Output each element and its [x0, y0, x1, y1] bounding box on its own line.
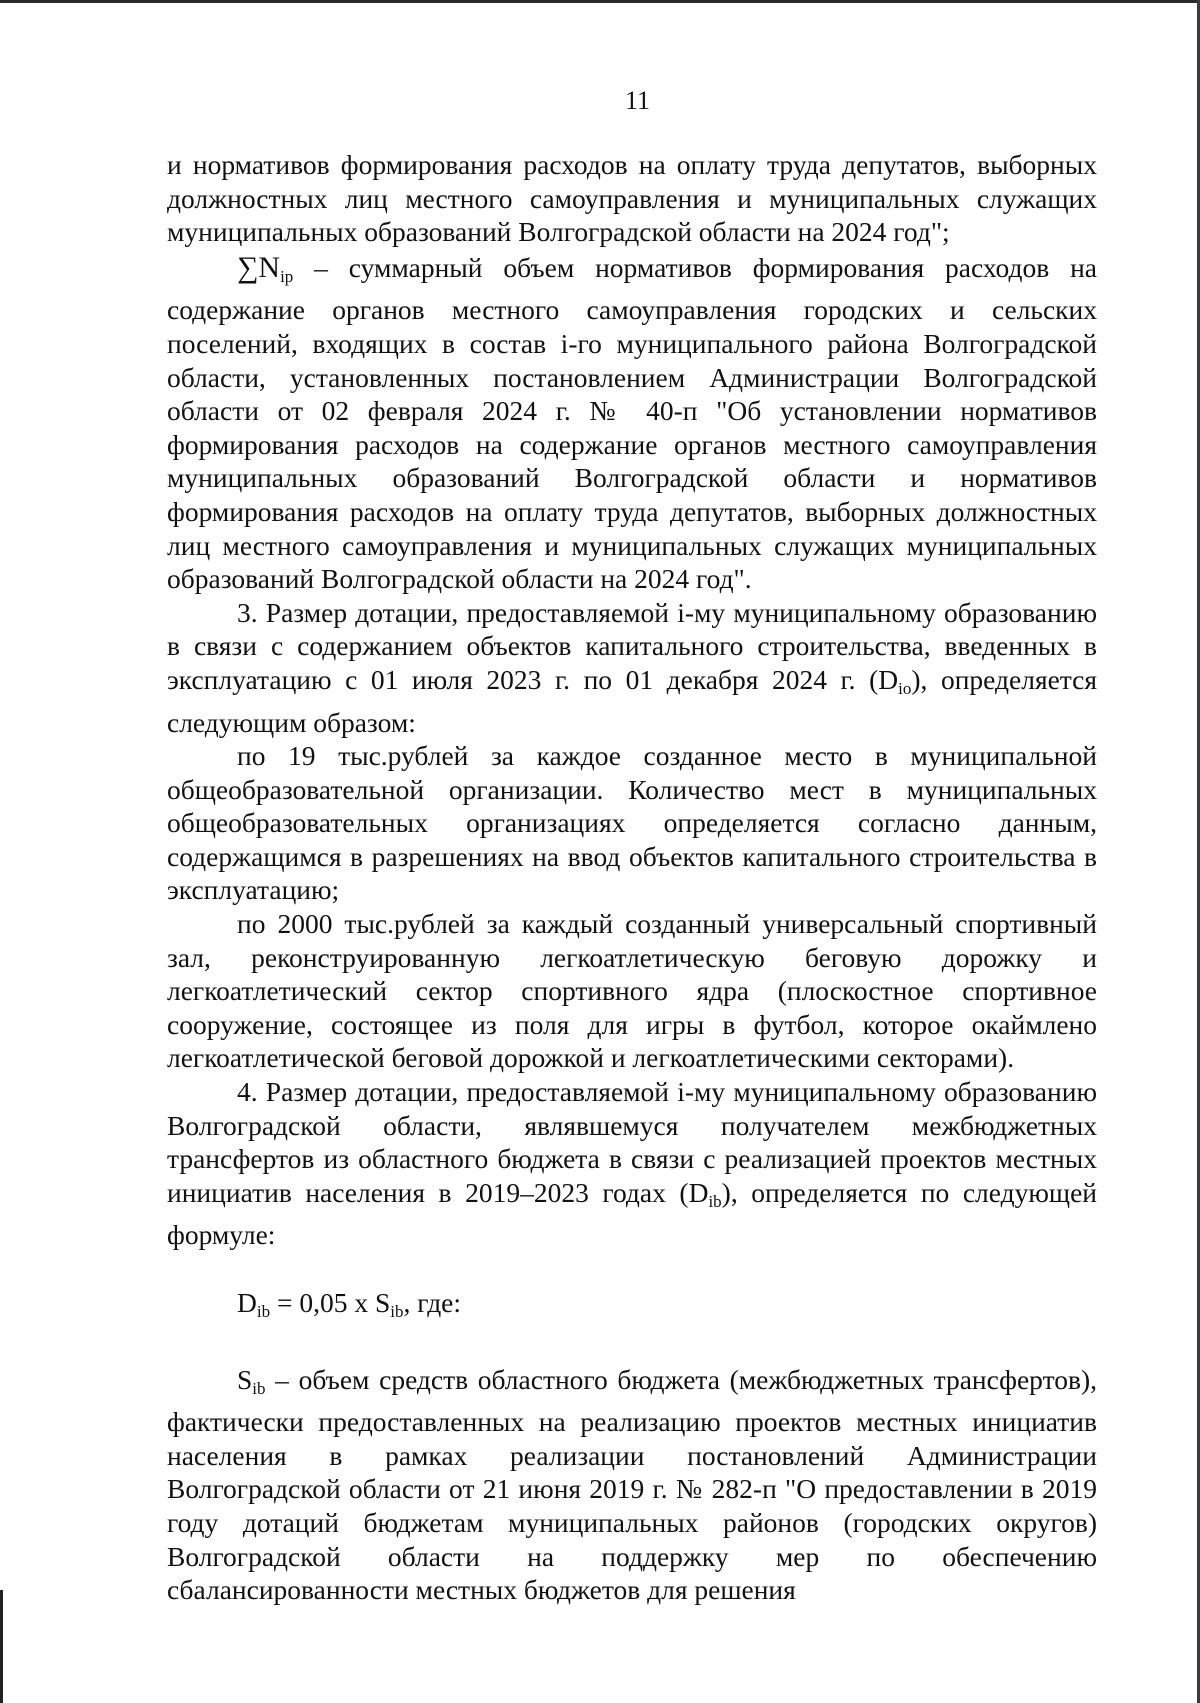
paragraph-school-places: по 19 тыс.рублей за каждое созданное место в муниципальной общеобразовательной организации. Количество мест в муниципальных общеобразовательных организациях определяется согласно данным, содержащимся в разрешениях на ввод объектов капитального строительства в эксплуатацию; [167, 740, 1097, 906]
sib-symbol: S [237, 1363, 253, 1395]
sum-definition-text: – суммарный объем нормативов формирования расходов на содержание органов местного самоуправления городских и сельских поселений, входящих в состав i-го муниципального района Волгоградской области, установленных постановлением Администрации Волгоградской области от 02 февраля 2024 г. № 40-п "Об установлении нормативов формирования расходов на содержание органов местного самоуправления муниципальных образований Волгоградской области и нормативов формирования расходов на оплату труда депутатов, выборных должностных лиц местного самоуправления и муниципальных служащих муниципальных образований Волгоградской области на 2024 год". [167, 251, 1097, 595]
formula-d-subscript: ib [256, 1302, 271, 1321]
sum-subscript: ip [280, 266, 294, 286]
sum-symbol: ∑N [237, 250, 281, 284]
document-body [167, 148, 1097, 1607]
item-3-subscript: io [898, 678, 912, 698]
paragraph-sib-definition [167, 1363, 1097, 1607]
paragraph-sports-hall: по 2000 тыс.рублей за каждый созданный универсальный спортивный зал, реконструированную легкоатлетическую беговую дорожку и легкоатлетический сектор спортивного ядра (плоскостное спортивное сооружение, состоящее из поля для игры в футбол, которое окаймлено легкоатлетической беговой дорожкой и легкоатлетическими секторами). [167, 908, 1097, 1074]
formula-d: D [237, 1287, 257, 1318]
formula-end: , где: [403, 1287, 462, 1318]
item-3-text: 3. Размер дотации, предоставляемой i-му муниципальному образованию в связи с содержанием объектов капитального строительства, введенных в эксплуатацию с 01 июля 2023 г. по 01 декабря 2024 г. (D [167, 596, 1097, 695]
formula-middle: = 0,05 x S [270, 1287, 391, 1318]
sib-subscript: ib [252, 1378, 266, 1398]
scan-edge-top [0, 0, 1200, 3]
formula-dib [167, 1286, 1097, 1329]
sib-definition-text: – объем средств областного бюджета (межбюджетных трансфертов), фактически предоставленных на реализацию проектов местных инициатив населения в рамках реализации постановлений Администрации Волгоградской области от 21 июня 2019 г. № 282-п "О предоставлении в 2019 году дотаций бюджетам муниципальных районов (городских округов) Волгоградской области на поддержку мер по обеспечению сбалансированности местных бюджетов для решения [167, 1363, 1097, 1606]
scan-edge-left [0, 1590, 3, 1703]
paragraph-continuation: и нормативов формирования расходов на оплату труда депутатов, выборных должностных лиц местного самоуправления и муниципальных служащих муниципальных образований Волгоградской области на 2024 год"; [167, 149, 1097, 248]
item-4-text: 4. Размер дотации, предоставляемой i-му муниципальному образованию Волгоградской области, являвшемуся получателем межбюджетных трансфертов из областного бюджета в связи с реализацией проектов местных инициатив населения в 2019–2023 годах (D [167, 1076, 1097, 1208]
paragraph-item-3 [167, 596, 1097, 739]
item-4-subscript: ib [708, 1191, 722, 1211]
page-number: 11 [624, 86, 651, 115]
paragraph-sum-nip [167, 251, 1097, 596]
formula-s-subscript: ib [390, 1302, 404, 1321]
item-3-end: ), определяется следующим образом: [167, 663, 1098, 738]
item-4-end: ), определяется по следующей формуле: [167, 1176, 1097, 1251]
paragraph-item-4 [167, 1075, 1097, 1252]
